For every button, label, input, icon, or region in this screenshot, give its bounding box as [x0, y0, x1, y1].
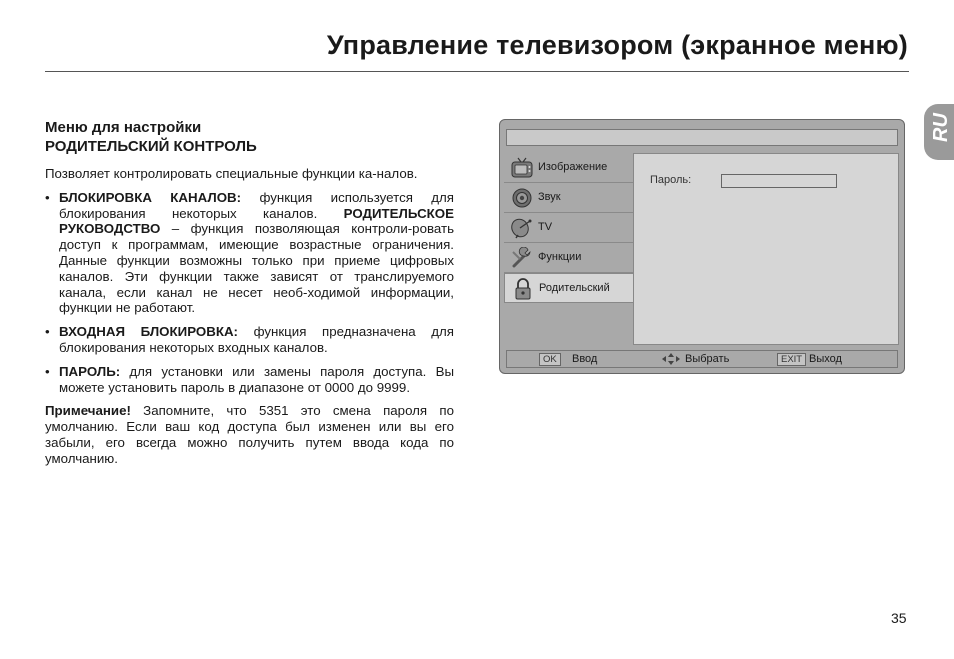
- tv-menu-item-tv[interactable]: [504, 213, 635, 243]
- tv-menu-item-label: Функции: [538, 251, 582, 263]
- bullet-text: функция предназначена для блокирования некоторых входных каналов.: [59, 324, 454, 355]
- tv-menu-item-label: TV: [538, 221, 553, 233]
- ok-key: OK: [539, 353, 561, 366]
- text-column: [45, 118, 454, 467]
- ok-key-label: Ввод: [572, 353, 598, 365]
- tv-menu-sidebar: [504, 153, 635, 303]
- tv-menu-item-sound[interactable]: [504, 183, 635, 213]
- note-paragraph: [45, 403, 454, 466]
- bullet-text: для установки или замены пароля доступа. Вы можете установить пароль в диапазоне от 0000 до 9999.: [59, 363, 454, 395]
- exit-key-label: Выход: [809, 353, 842, 365]
- tv-menu-item-parental[interactable]: [504, 273, 635, 303]
- title-divider: [45, 71, 909, 72]
- speaker-icon: [510, 187, 534, 209]
- tv-menu-item-functions[interactable]: [504, 243, 635, 273]
- tv-icon: [510, 157, 534, 179]
- note-label: Примечание!: [45, 403, 131, 419]
- tv-menu-screenshot: [499, 119, 905, 374]
- password-label: Пароль:: [650, 174, 692, 186]
- password-input[interactable]: [721, 174, 837, 188]
- section-title-line1: Меню для настройки: [45, 119, 202, 136]
- list-item: [45, 190, 454, 316]
- note-text: Запомните, что 5351 это смена пароля по умолчанию. Если ваш код доступа был изменен или вы его забыли, его всегда можно получить путем ввода кода по умолчанию.: [45, 403, 454, 466]
- bullet-text: функция используется для блокирования некоторых каналов.: [59, 189, 454, 221]
- feature-list: [45, 190, 454, 396]
- exit-key: EXIT: [777, 353, 806, 366]
- select-label: Выбрать: [685, 353, 730, 365]
- list-item: [45, 364, 454, 396]
- tv-menu-item-picture[interactable]: [504, 153, 635, 183]
- tv-menu-item-label: Изображение: [538, 161, 608, 173]
- tv-menu-item-label: Звук: [538, 191, 561, 203]
- section-title-line2: РОДИТЕЛЬСКИЙ КОНТРОЛЬ: [45, 138, 257, 155]
- language-tab: [924, 104, 954, 160]
- bullet-text: – функция позволяющая контроли-ровать доступ к программам, имеющие возрастные ограничения. Данные функции возможны только при приеме цифровых каналов. Эти функции также зависят от транслируемого канала, если канал не несет необ-ходимой информации, функции не работают.: [59, 221, 454, 316]
- list-item: [45, 324, 454, 356]
- bullet-term: БЛОКИРОВКА КАНАЛОВ:: [59, 189, 242, 205]
- lock-icon: [511, 278, 535, 300]
- language-tab-label: RU: [930, 113, 952, 142]
- tv-settings-panel: [633, 153, 899, 345]
- bullet-term: ПАРОЛЬ:: [59, 363, 121, 379]
- page-number: 35: [891, 610, 907, 626]
- bullet-term: ВХОДНАЯ БЛОКИРОВКА:: [59, 324, 238, 340]
- satellite-dish-icon: [510, 217, 534, 239]
- intro-paragraph: Позволяет контролировать специальные функции ка-налов.: [45, 166, 418, 181]
- bullet-term: РОДИТЕЛЬСКОЕ РУКОВОДСТВО: [59, 205, 454, 237]
- tv-menu-footer: [506, 350, 898, 368]
- tv-menu-item-label: Родительский: [539, 282, 610, 294]
- section-title: [45, 118, 454, 156]
- page-title: Управление телевизором (экранное меню): [326, 30, 908, 60]
- tv-menu-title-bar: [506, 129, 898, 146]
- navigation-arrows-icon: [662, 353, 680, 365]
- wrench-icon: [510, 247, 534, 269]
